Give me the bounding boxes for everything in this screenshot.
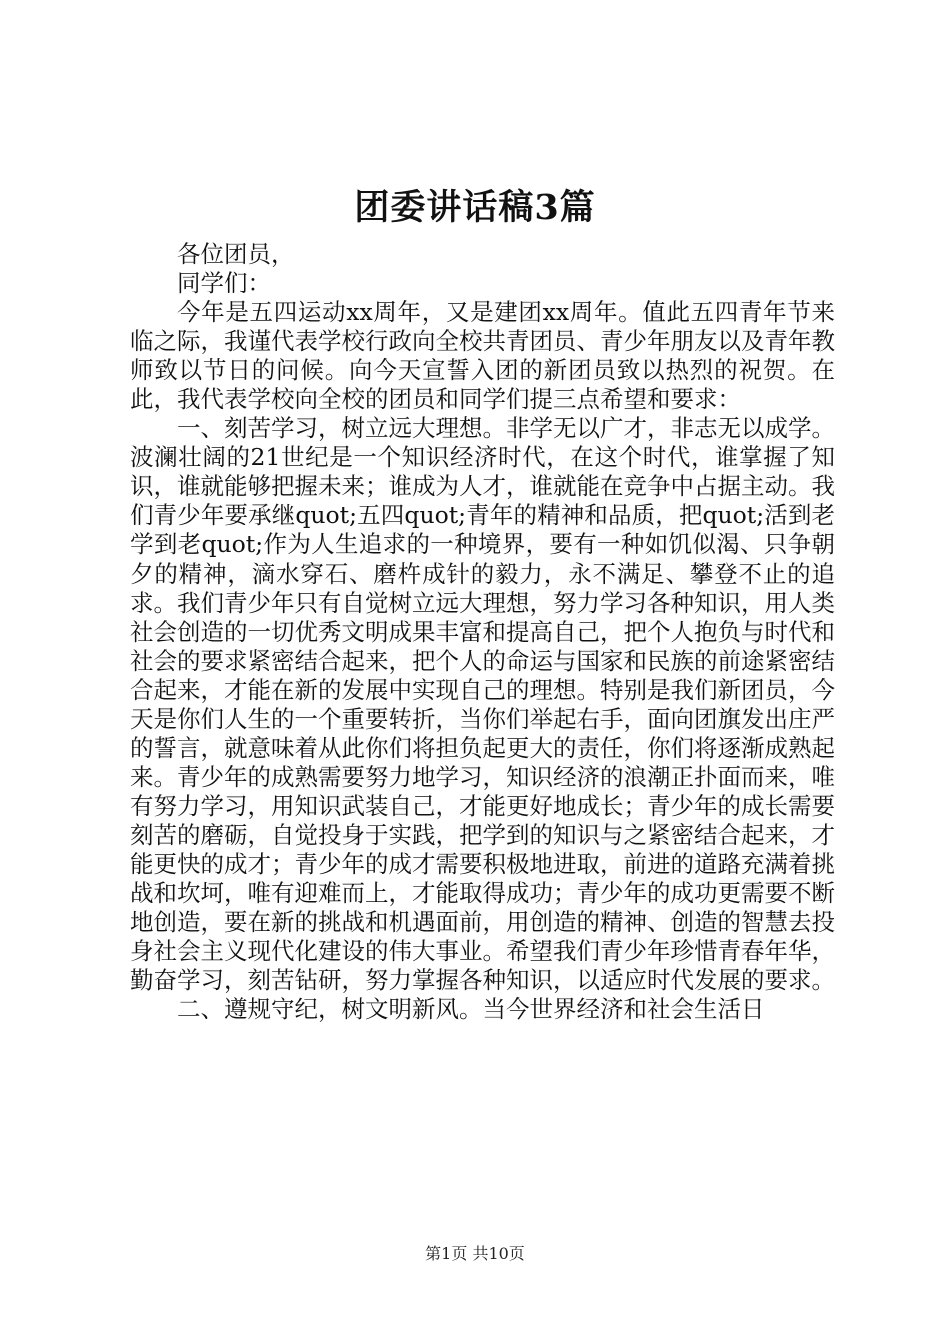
page-number-footer: 第1页 共10页 [425,1244,525,1263]
paragraph-1: 今年是五四运动xx周年，又是建团xx周年。值此五四青年节来临之际，我谨代表学校行政向全校共青团员、青少年朋友以及青年教师致以节日的问候。向今天宣誓入团的新团员致以热烈的祝贺。在此，我代表学校向全校的团员和同学们提三点希望和要求： [130,298,835,414]
salutation-line-2: 同学们： [177,269,271,298]
document-title: 团委讲话稿3篇 [354,187,596,228]
document-body [130,240,835,1024]
paragraph-2: 一、刻苦学习，树立远大理想。非学无以广才，非志无以成学。波澜壮阔的21世纪是一个知识经济时代，在这个时代，谁掌握了知识，谁就能够把握未来；谁成为人才，谁就能在竞争中占据主动。我们青少年要承继quot;五四quot;青年的精神和品质，把quot;活到老学到老quot;作为人生追求的一种境界，要有一种如饥似渴、只争朝夕的精神，滴水穿石、磨杵成针的毅力，永不满足、攀登不止的追求。我们青少年只有自觉树立远大理想，努力学习各种知识，用人类社会创造的一切优秀文明成果丰富和提高自己，把个人抱负与时代和社会的要求紧密结合起来，把个人的命运与国家和民族的前途紧密结合起来，才能在新的发展中实现自己的理想。特别是我们新团员，今天是你们人生的一个重要转折，当你们举起右手，面向团旗发出庄严的誓言，就意味着从此你们将担负起更大的责任，你们将逐渐成熟起来。青少年的成熟需要努力地学习，知识经济的浪潮正扑面而来，唯有努力学习，用知识武装自己，才能更好地成长；青少年的成长需要刻苦的磨砺，自觉投身于实践，把学到的知识与之紧密结合起来，才能更快的成才；青少年的成才需要积极地进取，前进的道路充满着挑战和坎坷，唯有迎难而上，才能取得成功；青少年的成功更需要不断地创造，要在新的挑战和机遇面前，用创造的精神、创造的智慧去投身社会主义现代化建设的伟大事业。希望我们青少年珍惜青春年华，勤奋学习，刻苦钻研，努力掌握各种知识，以适应时代发展的要求。 [130,414,835,995]
salutation-line-1: 各位团员， [177,240,295,268]
paragraph-3: 二、遵规守纪，树文明新风。当今世界经济和社会生活日 [177,995,765,1024]
